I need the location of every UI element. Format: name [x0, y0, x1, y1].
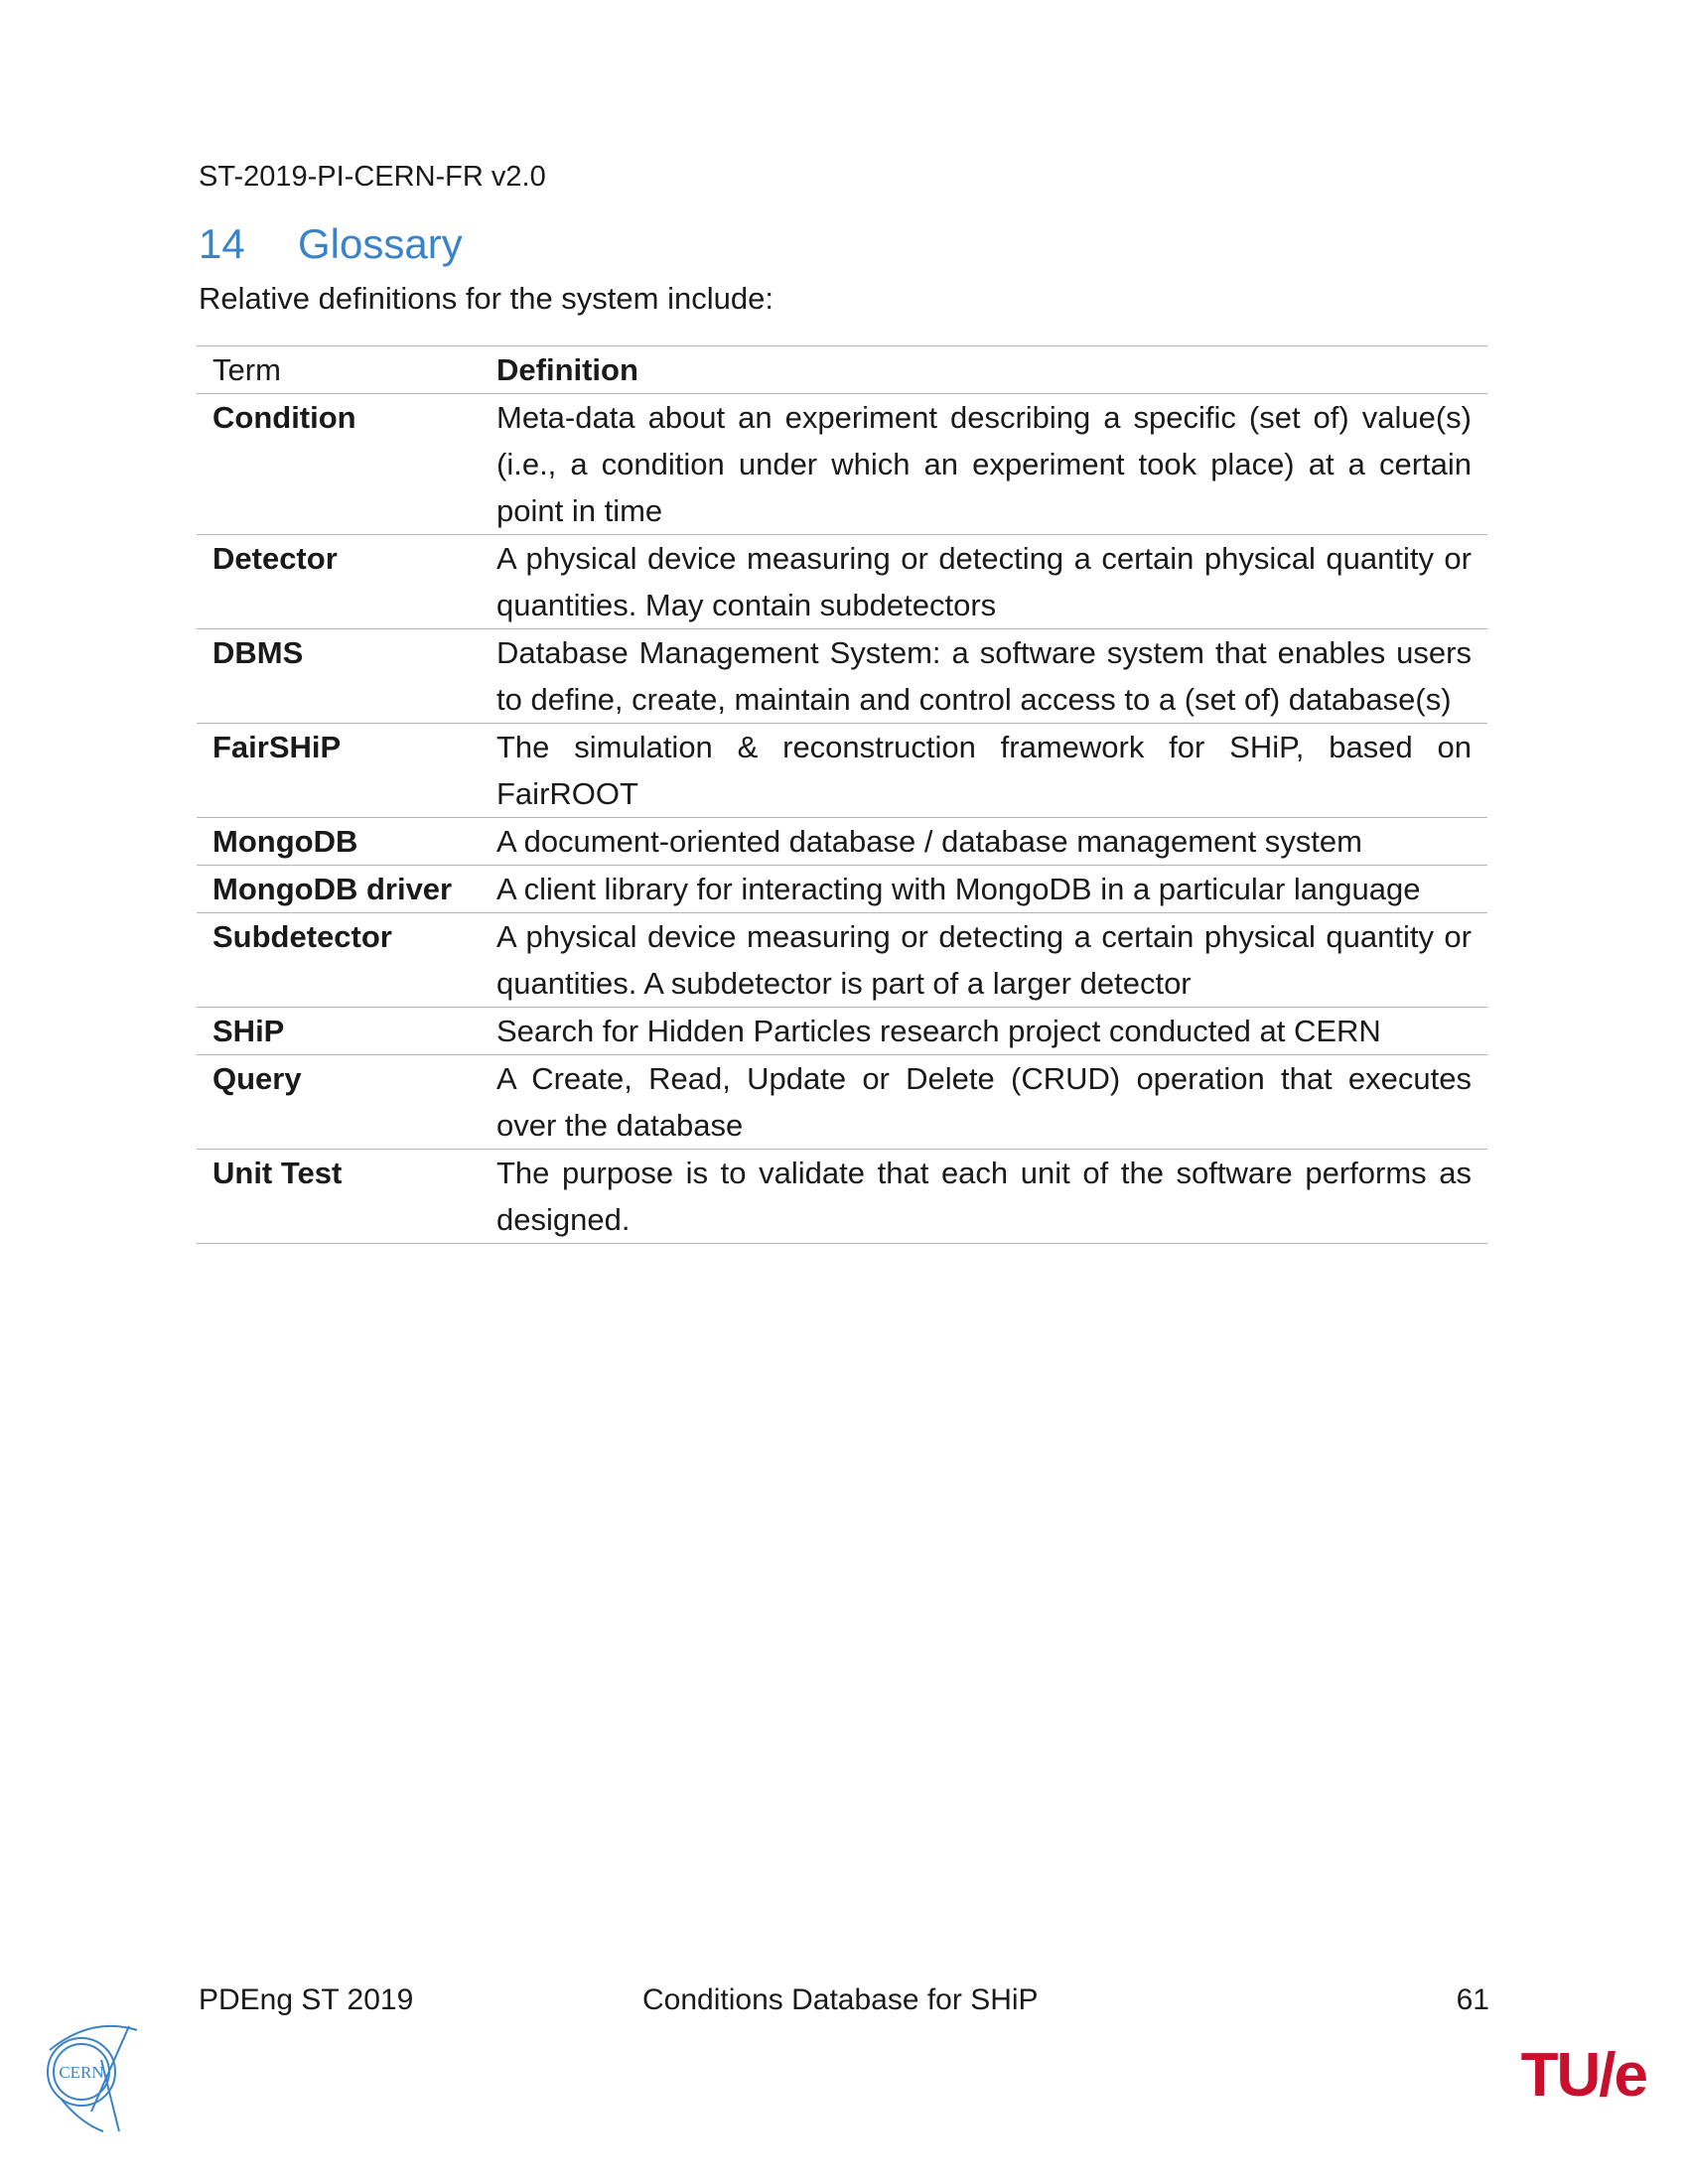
table-row	[197, 394, 1487, 535]
table-row	[197, 1150, 1487, 1244]
table-row	[197, 866, 1487, 913]
term-cell: Condition	[197, 394, 496, 535]
definition-cell: A Create, Read, Update or Delete (CRUD) operation that executes over the database	[496, 1055, 1487, 1150]
term-cell: MongoDB driver	[197, 866, 496, 913]
table-header-row	[197, 346, 1487, 394]
definition-cell: The purpose is to validate that each unit of the software performs as designed.	[496, 1150, 1487, 1244]
section-heading	[199, 220, 463, 268]
footer-program: PDEng ST 2019	[199, 1983, 414, 2016]
term-cell: SHiP	[197, 1008, 496, 1055]
term-cell: Detector	[197, 535, 496, 629]
definition-cell: The simulation & reconstruction framework for SHiP, based on FairROOT	[496, 724, 1487, 818]
term-cell: MongoDB	[197, 818, 496, 866]
section-number: 14	[199, 220, 245, 267]
definition-cell: A document-oriented database / database management system	[496, 818, 1487, 866]
column-header-definition: Definition	[496, 346, 1487, 394]
term-cell: Subdetector	[197, 913, 496, 1008]
cern-logo-text: CERN	[59, 2063, 104, 2082]
column-header-term: Term	[197, 346, 496, 394]
definition-cell: A physical device measuring or detecting a certain physical quantity or quantities. A subdetector is part of a larger detector	[496, 913, 1487, 1008]
term-cell: Query	[197, 1055, 496, 1150]
table-row	[197, 724, 1487, 818]
term-cell: Unit Test	[197, 1150, 496, 1244]
table-row	[197, 1055, 1487, 1150]
table-row	[197, 535, 1487, 629]
footer-title: Conditions Database for SHiP	[642, 1983, 1039, 2016]
document-id: ST-2019-PI-CERN-FR v2.0	[199, 161, 546, 193]
definition-cell: Database Management System: a software system that enables users to define, create, maintain and control access to a (set of) database(s)	[496, 629, 1487, 724]
table-row	[197, 818, 1487, 866]
tue-logo: TU/e	[1520, 2041, 1646, 2110]
table-row	[197, 1008, 1487, 1055]
intro-text: Relative definitions for the system include:	[199, 281, 774, 316]
glossary-table	[197, 345, 1487, 1244]
table-row	[197, 629, 1487, 724]
section-title: Glossary	[298, 220, 463, 267]
definition-cell: A physical device measuring or detecting a certain physical quantity or quantities. May contain subdetectors	[496, 535, 1487, 629]
cern-logo-icon	[32, 2020, 146, 2134]
definition-cell: A client library for interacting with MongoDB in a particular language	[496, 866, 1487, 913]
definition-cell: Meta-data about an experiment describing a specific (set of) value(s) (i.e., a condition under which an experiment took place) at a certain point in time	[496, 394, 1487, 535]
table-row	[197, 913, 1487, 1008]
term-cell: DBMS	[197, 629, 496, 724]
page-number: 61	[1456, 1983, 1489, 2016]
term-cell: FairSHiP	[197, 724, 496, 818]
definition-cell: Search for Hidden Particles research project conducted at CERN	[496, 1008, 1487, 1055]
